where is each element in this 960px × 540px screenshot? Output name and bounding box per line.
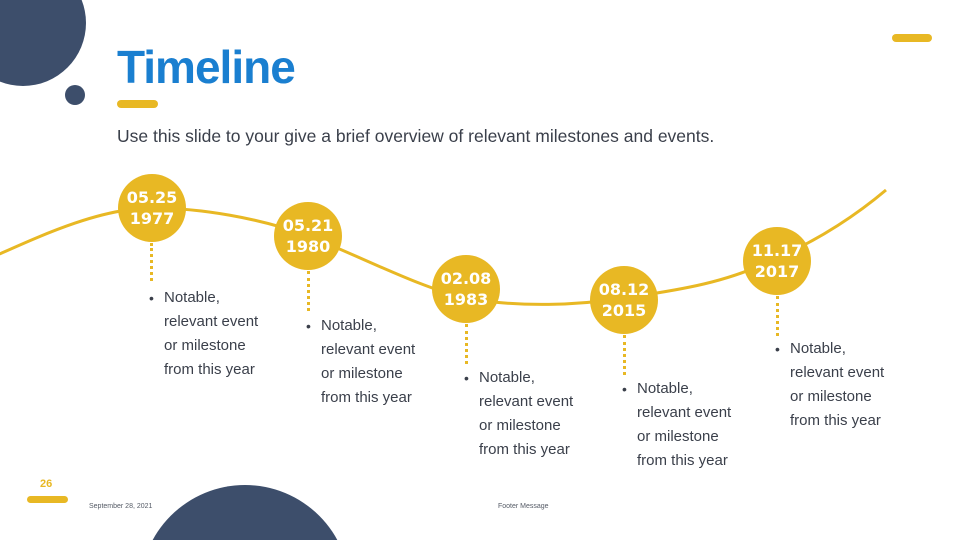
milestone-4-bullet: • bbox=[622, 381, 627, 397]
milestone-2-event-line-1: Notable, bbox=[321, 317, 377, 334]
milestone-3-event-line-2: relevant event bbox=[479, 393, 574, 410]
milestone-3-event bbox=[464, 366, 594, 462]
milestone-1-date: 05.25 bbox=[126, 188, 178, 207]
milestone-5-node bbox=[743, 227, 811, 295]
milestone-3-connector bbox=[465, 324, 468, 364]
milestone-3-node bbox=[432, 255, 500, 323]
milestone-5-event-line-3: or milestone bbox=[790, 388, 872, 405]
milestone-4-date: 08.12 bbox=[598, 280, 650, 299]
milestone-1-bullet: • bbox=[149, 290, 154, 306]
milestone-3-event-line-4: from this year bbox=[479, 441, 570, 458]
milestone-2-bullet: • bbox=[306, 318, 311, 334]
milestone-5-date: 11.17 bbox=[751, 241, 803, 260]
slide-subtitle: Use this slide to your give a brief overview of relevant milestones and events. bbox=[117, 126, 715, 146]
milestone-4-event-line-1: Notable, bbox=[637, 380, 693, 397]
milestone-5-bullet: • bbox=[775, 341, 780, 357]
milestone-4-event bbox=[622, 377, 752, 473]
milestone-1-event-line-4: from this year bbox=[164, 361, 255, 378]
milestone-2-event bbox=[306, 314, 436, 410]
milestone-3-year: 1983 bbox=[443, 290, 489, 309]
milestone-4-node bbox=[590, 266, 658, 334]
milestone-3-event-line-3: or milestone bbox=[479, 417, 561, 434]
milestone-2-event-line-4: from this year bbox=[321, 389, 412, 406]
milestone-5-event-line-2: relevant event bbox=[790, 364, 885, 381]
page-number: 26 bbox=[40, 478, 53, 490]
milestone-1-event bbox=[149, 286, 279, 382]
footer-date: September 28, 2021 bbox=[89, 503, 153, 510]
page-number-bar bbox=[27, 496, 68, 503]
milestone-4-event-line-2: relevant event bbox=[637, 404, 732, 421]
milestone-5-event bbox=[775, 337, 905, 433]
milestone-2-node bbox=[274, 202, 342, 270]
milestone-2-year: 1980 bbox=[285, 237, 331, 256]
milestone-1-event-line-3: or milestone bbox=[164, 337, 246, 354]
milestone-1-connector bbox=[150, 243, 153, 281]
milestone-3-event-line-1: Notable, bbox=[479, 369, 535, 386]
milestone-2-date: 05.21 bbox=[282, 216, 334, 235]
milestone-4-year: 2015 bbox=[601, 301, 647, 320]
milestone-1-event-line-2: relevant event bbox=[164, 313, 259, 330]
milestone-2-event-line-2: relevant event bbox=[321, 341, 416, 358]
milestone-4-event-line-3: or milestone bbox=[637, 428, 719, 445]
milestone-4-connector bbox=[623, 335, 626, 375]
milestone-5-connector bbox=[776, 296, 779, 336]
milestone-5-year: 2017 bbox=[754, 262, 800, 281]
milestone-5-event-line-1: Notable, bbox=[790, 340, 846, 357]
milestone-5-event-line-4: from this year bbox=[790, 412, 881, 429]
slide-title: Timeline bbox=[117, 41, 295, 93]
milestone-1-year: 1977 bbox=[129, 209, 175, 228]
footer-message: Footer Message bbox=[498, 503, 549, 510]
milestone-2-connector bbox=[307, 271, 310, 311]
milestone-4-event-line-4: from this year bbox=[637, 452, 728, 469]
milestone-2-event-line-3: or milestone bbox=[321, 365, 403, 382]
milestone-1-event-line-1: Notable, bbox=[164, 289, 220, 306]
milestone-3-bullet: • bbox=[464, 370, 469, 386]
milestone-1-node bbox=[118, 174, 186, 242]
milestone-3-date: 02.08 bbox=[440, 269, 492, 288]
